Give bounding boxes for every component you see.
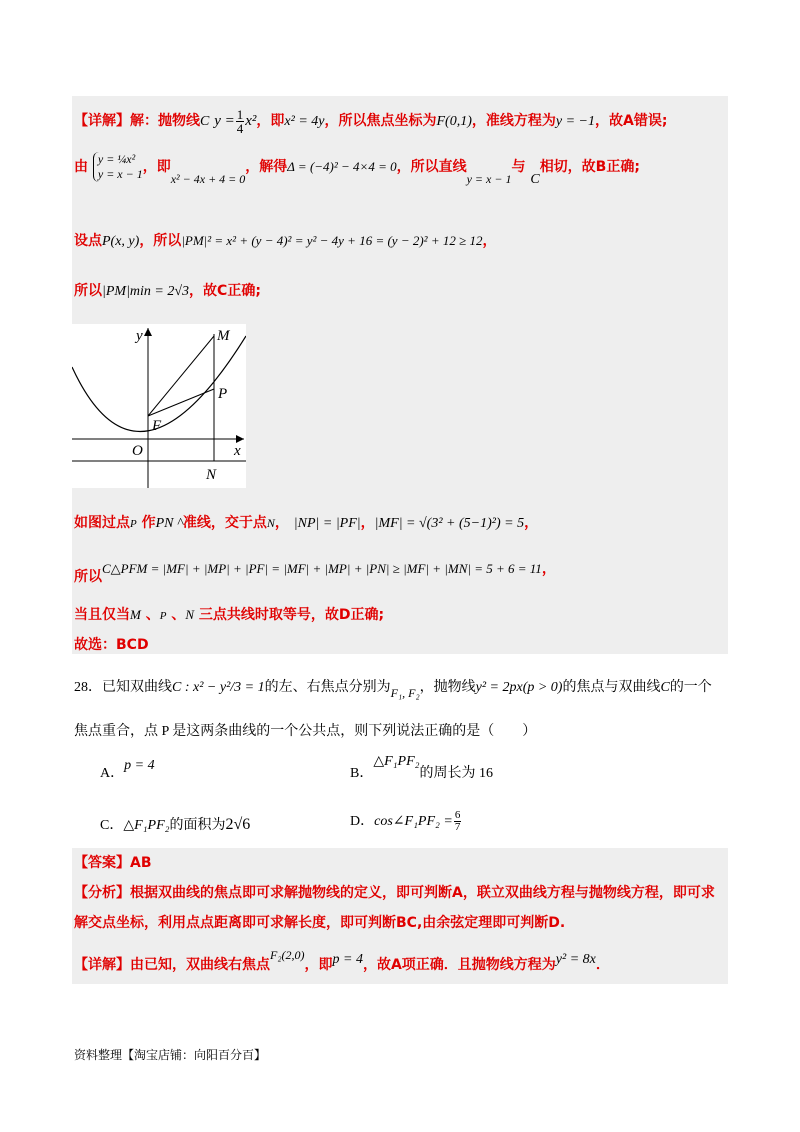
footer-credit: 资料整理【淘宝店铺：向阳百分百】 <box>74 1048 267 1062</box>
perpendicular: PN ^ <box>155 516 183 531</box>
analysis-line-1: 【分析】根据双曲线的焦点即可求解抛物线的定义，即可判断A，联立双曲线方程与抛物线方程，即可求 <box>74 885 715 901</box>
point-P: P(x, y) <box>102 234 140 249</box>
eq-MF: |MF| = √(3² + (5−1)²) = 5 <box>374 516 525 531</box>
parabola-figure <box>72 324 246 488</box>
label-N: N <box>206 467 217 483</box>
label-y: y <box>136 328 143 344</box>
detail-line: 【详解】由已知，双曲线右焦点F₂(2,0)，即p = 4，故A项正确．且抛物线方程为y² = 8x． <box>74 948 610 973</box>
perimeter-eq: C△PFM = |MF| + |MP| + |PF| = |MF| + |MP| + |PN| ≥ |MF| + |MN| = 5 + 6 = 11 <box>102 561 542 576</box>
solution-line-5: 如图过点P 作PN ^准线，交于点N， |NP| = |PF|，|MF| = √(3² + (5−1)²) = 5， <box>74 515 539 531</box>
focus-coord: F(0,1) <box>436 113 472 129</box>
answer-label: 【答案】AB <box>74 855 152 871</box>
curve-C: C <box>200 113 210 129</box>
min-distance: |PM|min = 2√3 <box>102 284 190 299</box>
hyperbola-eq: C : x² − y²/3 = 1 <box>172 680 265 695</box>
label-F: F <box>152 418 162 434</box>
label-x: x <box>234 443 241 459</box>
question-number: 28． <box>74 680 102 695</box>
parabola-result: y² = 8x <box>555 952 596 967</box>
option-C: C．△F₁PF₂的面积为2√6 <box>100 816 251 833</box>
right-focus: F₂(2,0) <box>270 948 305 962</box>
label-O: O <box>132 443 143 459</box>
parabola-eq-28: y² = 2px(p > 0) <box>475 680 563 695</box>
eq-NP-PF: |NP| = |PF| <box>293 516 361 531</box>
solution-line-7: 当且仅当M 、P 、N 三点共线时取等号，故D正确; <box>74 607 385 623</box>
quadratic-eq: x² − 4x + 4 = 0 <box>170 172 246 186</box>
equation-system: y = ¼x² y = x − 1 <box>93 152 143 182</box>
line-eq: y = x − 1 <box>466 172 512 186</box>
analysis-line-2: 解交点坐标，利用点点距离即可求解长度，即可判断BC,由余弦定理即可判断D. <box>74 915 566 931</box>
option-B: B．△F₁PF₂的周长为 16 <box>350 754 493 781</box>
solution-line-3: 设点P(x, y)，所以|PM|² = x² + (y − 4)² = y² − 4y + 16 = (y − 2)² + 12 ≥ 12， <box>74 233 497 249</box>
solution-line-2: 由 y = ¼x² y = x − 1 ，即x² − 4x + 4 = 0，解得Δ = (−4)² − 4×4 = 0，所以直线y = x − 1与 C相切，故B正确; <box>74 152 640 187</box>
solution-line-8 <box>74 634 149 654</box>
label-P: P <box>218 386 228 402</box>
distance-eq: |PM|² = x² + (y − 4)² = y² − 4y + 16 = (y − 2)² + 12 ≥ 12 <box>181 233 483 248</box>
solution-line-4: 所以|PM|min = 2√3，故C正确; <box>74 283 261 299</box>
final-choice: 故选：BCD <box>74 637 149 653</box>
eq-standard-form: x² = 4y <box>284 113 325 129</box>
label-M: M <box>217 328 230 344</box>
question-28-line1: 28．已知双曲线C : x² − y²/3 = 1的左、右焦点分别为F₁, F₂，抛物线y² = 2px(p > 0)的焦点与双曲线C的一个 <box>74 680 712 700</box>
parabola-eq: y = $\frac{1}{4}$ x² <box>214 107 257 136</box>
detail-label: 【详解】解：抛物线 <box>74 112 200 129</box>
question-28-line2: 焦点重合，点 P 是这两条曲线的一个公共点，则下列说法正确的是（ ） <box>74 724 537 739</box>
solution-line-6: 所以C△PFM = |MF| + |MP| + |PF| = |MF| + |MP| + |PN| ≥ |MF| + |MN| = 5 + 6 = 11， <box>74 561 556 585</box>
solution-line-1: 【详解】解：抛物线C y = $\frac{1}{4}$ x²，即x² = 4y，所以焦点坐标为F(0,1)，准线方程为y = −1，故A错误; <box>74 107 668 136</box>
foci: F₁, F₂ <box>390 686 420 700</box>
option-A: A．p = 4 <box>100 758 155 781</box>
option-D: D．cos∠F₁PF₂ = $\frac{6}{7}$ <box>350 809 461 834</box>
discriminant: Δ = (−4)² − 4×4 = 0 <box>287 159 397 174</box>
answer-line <box>74 852 152 872</box>
directrix-eq: y = −1 <box>555 113 595 129</box>
